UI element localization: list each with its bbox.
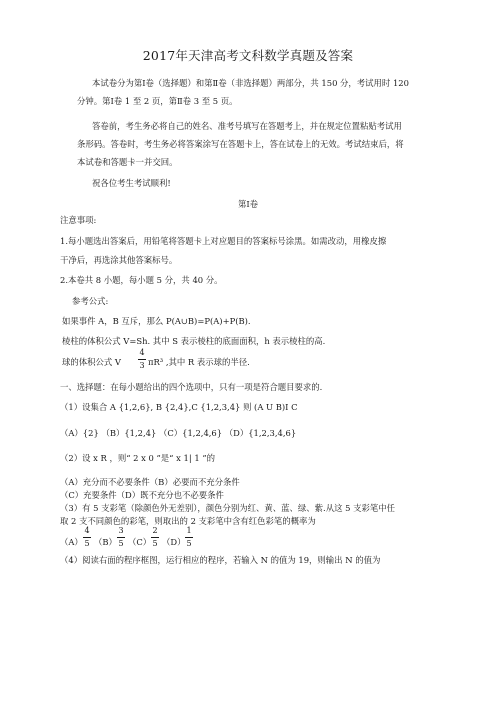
- formula-sphere-den: 3: [139, 361, 145, 370]
- intro-line-6: 祝各位考生考试顺利!: [92, 178, 171, 188]
- q3-option-c-num: 2: [152, 526, 158, 535]
- q3-option-d-num: 1: [186, 526, 192, 535]
- q4-stem: （4）阅读右面的程序框图，运行相应的程序，若输入 N 的值为 19，则输出 N 的值为: [60, 555, 381, 565]
- q3-option-b-num: 3: [118, 526, 124, 535]
- q3-option-d-label: （D）: [162, 537, 186, 547]
- q3-stem-1: （3）有 5 支彩笔（除颜色外无差别），颜色分别为红、黄、蓝、绿、紫.从这 5 支彩笔中任: [60, 503, 395, 513]
- formula-prism: 棱柱的体积公式 V=Sh. 其中 S 表示棱柱的底面面积，h 表示棱柱的高.: [62, 336, 326, 346]
- q3-option-a-den: 5: [84, 539, 90, 548]
- intro-line-4: 条形码。答卷时，考生务必将答案涂写在答题卡上，答在试卷上的无效。考试结束后，将: [77, 139, 404, 149]
- q3-option-a-label: （A）: [60, 537, 83, 547]
- q3-option-d-bar: [185, 537, 193, 538]
- q2-stem: （2）设 x R ，则“ 2 x 0 ”是“ x 1| 1 ”的: [60, 453, 215, 463]
- q3-option-a-bar: [83, 537, 91, 538]
- q1-options: （A）{2} （B）{1,2,4} （C）{1,2,4,6} （D）{1,2,3,4,6}: [60, 428, 297, 438]
- intro-line-3: 答卷前，考生务必将自己的姓名、准考号填写在答题考上，并在规定位置粘贴考试用: [92, 121, 402, 131]
- q3-option-c-bar: [151, 537, 159, 538]
- section-1-heading: 一、选择题：在每小题给出的四个选项中，只有一项是符合题目要求的.: [60, 382, 323, 392]
- q3-stem-2: 取 2 支不同颜色的彩笔，则取出的 2 支彩笔中含有红色彩笔的概率为: [60, 516, 316, 526]
- formula-sphere-bar: [138, 359, 146, 360]
- note-1a: 1.每小题选出答案后，用铅笔将答题卡上对应题目的答案标号涂黑。如需改动，用橡皮擦: [60, 236, 387, 246]
- formula-sphere-num: 4: [139, 348, 145, 357]
- formula-sphere-prefix: 球的体积公式 V: [62, 357, 121, 367]
- q2-options-cd: （C）充要条件（D）既不充分也不必要条件: [60, 490, 224, 500]
- q1-stem: （1）设集合 A {1,2,6}, B {2,4},C {1,2,3,4} 则 (A U B)I C: [60, 402, 298, 412]
- q3-option-c-label: （C）: [128, 537, 152, 547]
- q3-option-a-num: 4: [84, 526, 90, 535]
- note-1b: 干净后，再选涂其他答案标号。: [60, 255, 178, 265]
- intro-line-5: 本试卷和答题卡一并交回。: [77, 157, 178, 167]
- intro-line-2: 分钟。第Ⅰ卷 1 至 2 页，第Ⅱ卷 3 至 5 页。: [77, 96, 238, 106]
- q3-option-d-den: 5: [186, 539, 192, 548]
- formula-heading: 参考公式:: [72, 296, 109, 306]
- notes-heading: 注意事项:: [60, 215, 97, 225]
- q2-options-ab: （A）充分而不必要条件（B）必要而不充分条件: [60, 477, 240, 487]
- section-title: 第Ⅰ卷: [237, 199, 259, 209]
- q3-option-b-den: 5: [118, 539, 124, 548]
- intro-line-1: 本试卷分为第Ⅰ卷（选择题）和第Ⅱ卷（非选择题）两部分，共 150 分，考试用时 120: [92, 78, 409, 88]
- document-title: 2017年天津高考文科数学真题及答案: [142, 48, 354, 63]
- q3-option-b-label: （B）: [94, 537, 117, 547]
- note-2: 2.本卷共 8 小题，每小题 5 分，共 40 分。: [60, 275, 223, 285]
- formula-sphere-suffix: πR³ ,其中 R 表示球的半径.: [148, 357, 250, 367]
- q3-option-b-bar: [117, 537, 125, 538]
- formula-union: 如果事件 A，B 互斥，那么 P(A∪B)=P(A)+P(B).: [62, 316, 251, 326]
- q3-option-c-den: 5: [152, 539, 158, 548]
